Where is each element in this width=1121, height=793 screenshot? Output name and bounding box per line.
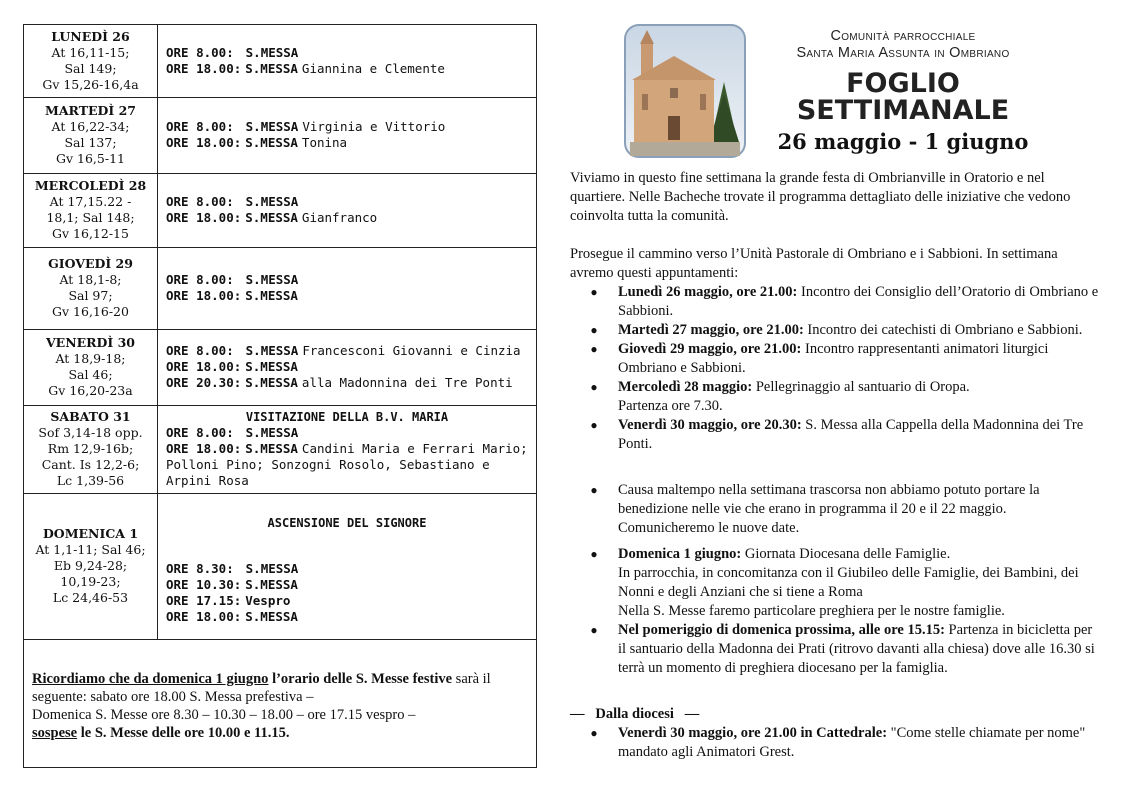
mass-cell bbox=[158, 25, 536, 97]
reading: Rm 12,9-16b; bbox=[47, 441, 134, 456]
reading: At 16,22-34; bbox=[51, 119, 130, 134]
diocese-section bbox=[570, 705, 1100, 762]
schedule-row-saturday bbox=[24, 405, 536, 494]
reading: Sof 3,14-18 opp. bbox=[38, 425, 143, 440]
schedule-row-sunday bbox=[24, 493, 536, 640]
mass-line: ORE 20.30: S.MESSA alla Madonnina dei Tre Ponti bbox=[166, 375, 513, 390]
day-cell bbox=[24, 173, 158, 247]
mass-line: ORE 18.00: S.MESSA bbox=[166, 609, 298, 624]
mass-line: ORE 18.00: S.MESSA bbox=[166, 359, 298, 374]
parish-line-2: Santa Maria Assunta in Ombriano bbox=[796, 45, 1010, 61]
mass-times-notice: Ricordiamo che da domenica 1 giugno l’orario delle S. Messe festive sarà il seguente: sabato ore 18.00 S. Messa prefestiva – Domenica S. Messe ore 8.30 – 10.30 – 18.00 – ore 17.15 vespro – sospese le S. Messe delle ore 10.00 e 11.15. bbox=[32, 671, 491, 741]
mass-schedule-table bbox=[23, 24, 537, 768]
reading: 10,19-23; bbox=[60, 574, 121, 589]
mass-cell bbox=[158, 405, 536, 493]
mass-line: ORE 8.00: S.MESSA bbox=[166, 425, 299, 440]
mass-cell bbox=[158, 493, 536, 639]
day-cell bbox=[24, 493, 158, 639]
day-name: GIOVEDÌ 29 bbox=[48, 256, 133, 271]
mass-line: ORE 8.30: S.MESSA bbox=[166, 561, 299, 576]
mass-cell bbox=[158, 247, 536, 329]
reading: Sal 97; bbox=[68, 288, 113, 303]
day-name: LUNEDÌ 26 bbox=[51, 29, 130, 44]
bulletin-title bbox=[770, 70, 1036, 124]
day-name: VENERDÌ 30 bbox=[45, 335, 135, 350]
schedule-row-wednesday bbox=[24, 173, 536, 248]
reading: Gv 15,26-16,4a bbox=[42, 77, 139, 92]
diocese-heading: — Dalla diocesi — bbox=[570, 706, 700, 722]
appointments-list bbox=[570, 283, 1100, 454]
day-name: DOMENICA 1 bbox=[42, 526, 139, 541]
weather-note bbox=[570, 481, 1100, 538]
mass-line: ORE 17.15: Vespro bbox=[166, 593, 291, 608]
reading: At 1,1-11; Sal 46; bbox=[35, 542, 146, 557]
list-item: ● Lunedì 26 maggio, ore 21.00: Incontro dei Consiglio dell’Oratorio di Ombriano e Sabbioni. bbox=[590, 284, 1099, 319]
reading: Gv 16,5-11 bbox=[56, 151, 125, 166]
feast-title: VISITAZIONE DELLA B.V. MARIA bbox=[245, 410, 449, 424]
reading: Gv 16,16-20 bbox=[52, 304, 129, 319]
mass-line: ORE 18.00: S.MESSA Gianfranco bbox=[166, 210, 378, 225]
reading: At 17,15.22 - bbox=[49, 194, 132, 209]
mass-line: ORE 18.00: S.MESSA Candini Maria e Ferrari Mario; Polloni Pino; Sonzogni Rosolo, Sebastiano e Arpini Rosa bbox=[166, 441, 528, 488]
list-item: ● Venerdì 30 maggio, ore 21.00 in Cattedrale: "Come stelle chiamate per nome" mandato agli Animatori Grest. bbox=[590, 725, 1086, 760]
day-cell bbox=[24, 25, 158, 97]
schedule-row-tuesday bbox=[24, 97, 536, 174]
mass-line: ORE 18.00: S.MESSA Giannina e Clemente bbox=[166, 61, 445, 76]
title-line-1: FOGLIO bbox=[846, 68, 960, 99]
list-item: ● Nel pomeriggio di domenica prossima, alle ore 15.15: Partenza in bicicletta per il santuario della Madonna dei Prati (ritrovo davanti alla chiesa) dove alle 16.30 si terrà un momento di preghiera diocesano per la famiglia. bbox=[590, 622, 1095, 676]
day-cell bbox=[24, 247, 158, 329]
title-line-2: SETTIMANALE bbox=[796, 95, 1010, 126]
reading: At 16,11-15; bbox=[51, 45, 130, 60]
mass-line: ORE 10.30: S.MESSA bbox=[166, 577, 298, 592]
list-item: ● Venerdì 30 maggio, ore 20.30: S. Messa alla Cappella della Madonnina dei Tre Ponti. bbox=[590, 417, 1084, 452]
feast-title: ASCENSIONE DEL SIGNORE bbox=[267, 516, 427, 530]
day-cell bbox=[24, 97, 158, 173]
mass-line: ORE 8.00: S.MESSA Francesconi Giovanni e Cinzia bbox=[166, 343, 521, 358]
mass-cell bbox=[158, 97, 536, 173]
reading: Sal 149; bbox=[64, 61, 117, 76]
mass-cell bbox=[158, 173, 536, 247]
reading: Gv 16,12-15 bbox=[52, 226, 129, 241]
list-item: ● Mercoledì 28 maggio: Pellegrinaggio al santuario di Oropa. Partenza ore 7.30. bbox=[590, 379, 970, 414]
day-cell bbox=[24, 405, 158, 493]
reading: Gv 16,20-23a bbox=[48, 383, 133, 398]
day-name: SABATO 31 bbox=[50, 409, 131, 424]
bulletin-dates: 26 maggio - 1 giugno bbox=[777, 129, 1029, 154]
list-item: ● Giovedì 29 maggio, ore 21.00: Incontro rappresentanti animatori liturgici Ombriano e Sabbioni. bbox=[590, 341, 1049, 376]
list-item: ● Causa maltempo nella settimana trascorsa non abbiamo potuto portare la benedizione nelle vie che erano in programma il 20 e il 22 maggio. Comunicheremo le nuove date. bbox=[590, 482, 1040, 536]
family-events bbox=[570, 545, 1100, 678]
list-item: ● Domenica 1 giugno: Giornata Diocesana delle Famiglie. In parrocchia, in concomitanza con il Giubileo delle Famiglie, dei Bambini, dei Nonni e degli Anziani che si tiene a Roma Nella S. Messe faremo particolare preghiera per le nostre famiglie. bbox=[590, 546, 1079, 619]
reading: 18,1; Sal 148; bbox=[46, 210, 135, 225]
mass-line: ORE 8.00: S.MESSA Virginia e Vittorio bbox=[166, 119, 446, 134]
parish-line-1: Comunità parrocchiale bbox=[830, 28, 976, 44]
reading: At 18,9-18; bbox=[55, 351, 126, 366]
reading: Lc 1,39-56 bbox=[56, 473, 125, 488]
mass-cell bbox=[158, 329, 536, 405]
reading: Sal 137; bbox=[64, 135, 117, 150]
intro-paragraph: Viviamo in questo fine settimana la grande festa di Ombrianville in Oratorio e nel quartiere. Nelle Bacheche trovate il programma dettagliato delle iniziative che vedono coinvolta tutta la comunità. bbox=[570, 170, 1071, 224]
reading: Eb 9,24-28; bbox=[53, 558, 128, 573]
mass-line: ORE 8.00: S.MESSA bbox=[166, 45, 299, 60]
schedule-row-thursday bbox=[24, 247, 536, 330]
mass-line: ORE 18.00: S.MESSA bbox=[166, 288, 298, 303]
day-name: MARTEDÌ 27 bbox=[45, 103, 136, 118]
pastoral-intro: Prosegue il cammino verso l’Unità Pastorale di Ombriano e i Sabbioni. In settimana avremo questi appuntamenti: bbox=[570, 246, 1058, 281]
mass-line: ORE 8.00: S.MESSA bbox=[166, 194, 299, 209]
reading: At 18,1-8; bbox=[59, 272, 122, 287]
reading: Cant. Is 12,2-6; bbox=[41, 457, 140, 472]
day-name: MERCOLEDÌ 28 bbox=[34, 178, 147, 193]
list-item: ● Martedì 27 maggio, ore 21.00: Incontro dei catechisti di Ombriano e Sabbioni. bbox=[590, 322, 1083, 338]
reading: Lc 24,46-53 bbox=[52, 590, 129, 605]
schedule-row-friday bbox=[24, 329, 536, 406]
church-photo bbox=[624, 24, 746, 158]
reading: Sal 46; bbox=[68, 367, 113, 382]
parish-name bbox=[770, 28, 1036, 62]
mass-line: ORE 18.00: S.MESSA Tonina bbox=[166, 135, 348, 150]
schedule-row-monday bbox=[24, 25, 536, 98]
day-cell bbox=[24, 329, 158, 405]
mass-line: ORE 8.00: S.MESSA bbox=[166, 272, 299, 287]
